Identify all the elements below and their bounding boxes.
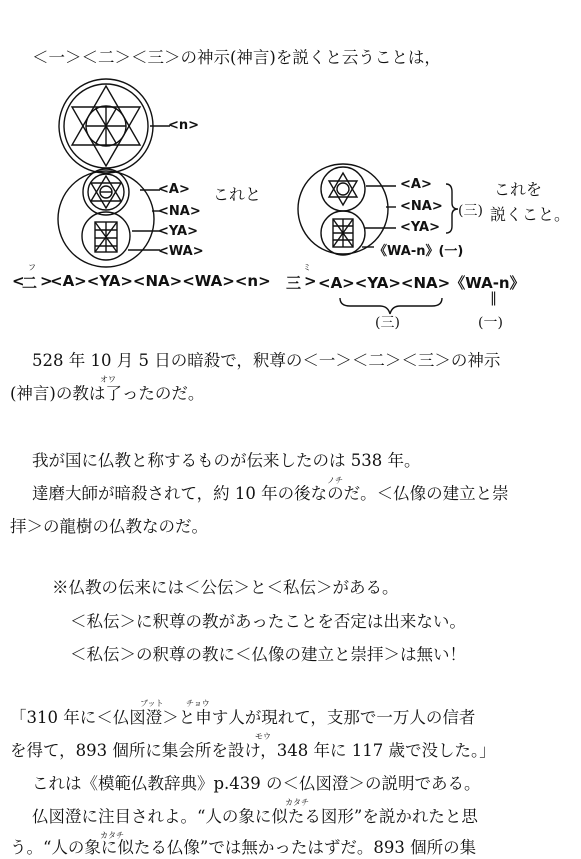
right-label-wa-n: 《WA-n》(一) (374, 244, 464, 259)
ruby-mi: ミ (303, 263, 311, 272)
intro-line: ＜一＞＜二＞＜三＞の神示(神言)を説くと云うことは， (32, 48, 441, 67)
left-label-ya: <YA> (158, 224, 199, 239)
right-brace-label: (三) (458, 203, 483, 219)
left-label-n: <n> (168, 118, 200, 133)
left-label-na: <NA> (158, 204, 201, 219)
right-caption-1: これを (494, 180, 543, 199)
left-caption: これと (213, 185, 262, 204)
seq-left-open: < (12, 272, 25, 290)
note-line2: ＜私伝＞に釈尊の教があったことを否定は出来ない。 (70, 612, 466, 631)
ruby-fu: フ (28, 263, 36, 272)
para2-line1: 我が国に仏教と称するものが伝来したのは 538 年。 (32, 451, 421, 470)
equals-mark: ‖ (490, 290, 497, 306)
ruby-owa: オワ (100, 375, 116, 384)
right-label-na: <NA> (400, 199, 443, 214)
ruby-mou: モウ (255, 732, 271, 741)
quote-line1: 「310 年に＜仏図澄＞と申す人が現れて，支那で一万人の信者 (10, 708, 476, 727)
para1-line2: (神言)の教は了ったのだ。 (10, 384, 205, 403)
right-caption-2: 説くこと。 (490, 205, 571, 224)
seq-left-close: > (40, 272, 53, 290)
ruby-butto: ブット (140, 699, 164, 708)
quote-line5: う。“人の象に似たる仏像”では無かったはずだ。893 個所の集 (10, 838, 477, 857)
right-label-ya: <YA> (400, 220, 441, 235)
quote-line2: を得て，893 個所に集会所を設け，348 年に 117 歳で没した。」 (10, 741, 496, 760)
para1-line1: 528 年 10 月 5 日の暗殺で，釈尊の＜一＞＜二＞＜三＞の神示 (32, 351, 501, 370)
para2-line2: 達磨大師が暗殺されて，約 10 年の後なのだ。＜仏像の建立と崇 (32, 484, 509, 503)
note-line1: ※仏教の伝来には＜公伝＞と＜私伝＞がある。 (52, 578, 399, 597)
ruby-katachi-2: カタチ (100, 831, 124, 840)
quote-line4: 仏図澄に注目されよ。“人の象に似たる図形”を説かれたと思 (32, 807, 478, 826)
under-right-label: (一) (478, 315, 503, 331)
ruby-cho: チョウ (186, 699, 210, 708)
seq-left: <A><YA><NA><WA><n> (50, 272, 271, 290)
ruby-nochi: ノチ (327, 476, 343, 485)
left-label-a: <A> (158, 182, 190, 197)
quote-line3: これは《模範仏教辞典》p.439 の＜仏図澄＞の説明である。 (32, 774, 481, 793)
seq-right-close: > (304, 272, 317, 290)
note-line3: ＜私伝＞の釈尊の教に＜仏像の建立と崇拝＞は無い！ (70, 645, 466, 664)
seq-right: <A><YA><NA>《WA-n》 (318, 274, 525, 292)
seq-right-num: 三 (286, 274, 302, 292)
ruby-katachi-1: カタチ (285, 798, 309, 807)
seq-left-num: 二 (22, 274, 38, 292)
right-label-a: <A> (400, 177, 432, 192)
left-label-wa: <WA> (158, 244, 204, 259)
under-brace-label: (三) (375, 315, 400, 331)
para2-line3: 拝＞の龍樹の仏教なのだ。 (10, 517, 208, 536)
